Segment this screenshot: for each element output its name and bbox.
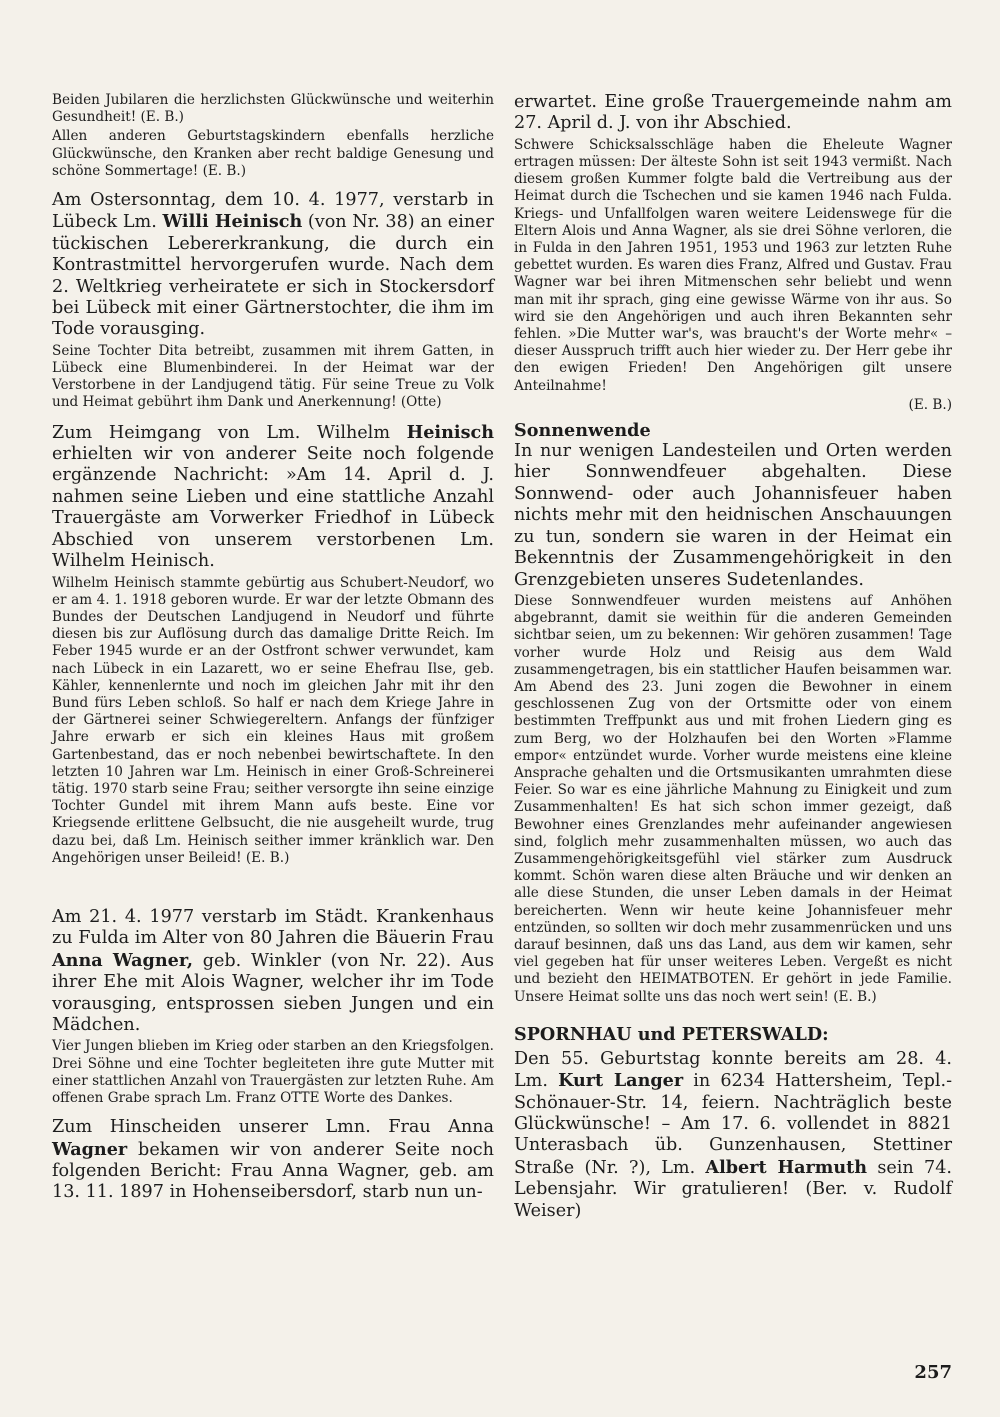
left-column <box>52 92 494 1204</box>
obituary-willi-heinisch-body: Seine Tochter Dita betreibt, zusammen mit ihrem Gatten, in Lübeck eine Blumenbinderei. In der Heimat war der Verstorbene in der Landjugend tätig. Für seine Treue zu Volk und Heimat gebührt ihm Dank und Anerkennung! (Otte) <box>52 342 494 411</box>
lead-text: Zum Heimgang von Lm. Wilhelm <box>52 422 407 443</box>
obituary-wilhelm-heinisch-lead <box>52 422 494 573</box>
report-anna-wagner-body: Schwere Schicksalsschläge haben die Eheleute Wagner ertragen müssen: Der älteste Sohn ist seit 1943 vermißt. Nach diesem großen Kummer folgte bald die Vertreibung aus der Heimat durch die Tschechen und sie kamen 1946 nach Fulda. Kriegs- und Unfallfolgen waren weitere Leidenswege für die Eltern Alois und Anna Wagner, als sie drei Söhne verloren, die in Fulda in den Jahren 1951, 1953 und 1963 zur letzten Ruhe gebettet wurden. Es waren dies Franz, Alfred und Gustav. Frau Wagner war bei ihren Mitmenschen sehr beliebt und wenn man mit ihr sprach, ging eine gewisse Wärme von ihr aus. So wird sie den Angehörigen und auch ihren Bekannten sehr fehlen. »Die Mutter war's, was braucht's der Worte mehr« – dieser Ausspruch trifft auch hier wieder zu. Der Herr gebe ihr den ewigen Frieden! Den Angehörigen gilt unsere Anteilnahme! <box>514 136 952 394</box>
report-anna-wagner-continued: erwartet. Eine große Trauergemeinde nahm am 27. April d. J. von ihr Abschied. <box>514 92 952 134</box>
sonnenwende-lead: In nur wenigen Landesteilen und Orten werden hier Sonnwendfeuer abgehalten. Diese Sonnwend- oder auch Johannisfeuer haben nichts mehr mit den heidnischen Anschauungen zu tun, sondern sie waren in der Heimat ein Bekenntnis der Zusammengehörigkeit in den Grenzgebieten unseres Sudetenlandes. <box>514 441 952 590</box>
person-name: Heinisch <box>406 421 494 443</box>
lead-text: Am 21. 4. 1977 verstarb im Städt. Krankenhaus zu Fulda im Alter von 80 Jahren die Bäuerin Frau <box>52 906 494 949</box>
lead-text: erhielten wir von anderer Seite noch folgende ergänzende Nachricht: »Am 14. April d. J. nahmen seine Lieben und eine stattliche Anzahl Trauergäste am Vorwerker Friedhof in Lübeck Abschied von unserem verstorbenen Lm. Wilhelm Heinisch. <box>52 444 494 572</box>
person-name: Willi Heinisch <box>162 211 303 233</box>
person-name: Albert Harmuth <box>705 1156 868 1178</box>
report-anna-wagner-lead <box>52 1117 494 1204</box>
spornhau-birthdays <box>514 1049 952 1222</box>
person-name: Kurt Langer <box>558 1070 684 1092</box>
obituary-anna-wagner-lead <box>52 907 494 1036</box>
birthday-text: in 6234 Hattersheim, Tepl.-Schönauer-Str. 14, feiern. Nachträglich beste Glückwünsche! – Am 17. 6. vollendet in 8821 Unterasbach üb. Gunzenhausen, Stettiner Straße (Nr. ?), Lm. <box>514 1071 953 1178</box>
jubilee-wishes: Beiden Jubilaren die herzlichsten Glückwünsche und weiterhin Gesundheit! (E. B.) <box>52 92 494 126</box>
obituary-wilhelm-heinisch-body: Wilhelm Heinisch stammte gebürtig aus Schubert-Neudorf, wo er am 4. 1. 1918 geboren wurde. Er war der letzte Obmann des Bundes der Deutschen Landjugend in Neudorf und führte diesen bis zur Auflösung durch das damalige Dritte Reich. Im Feber 1945 wurde er an der Ostfront schwer verwundet, kam nach Lübeck in ein Lazarett, wo er seine Ehefrau Ilse, geb. Kähler, kennenlernte und noch im gleichen Jahr mit ihr den Bund fürs Leben schloß. So half er nach dem Kriege Jahre in der Gärtnerei seiner Schwiegereltern. Anfangs der fünfziger Jahre erwarb er sich ein kleines Haus mit großem Gartenbestand, das er noch nebenbei bewirtschaftete. In den letzten 10 Jahren war Lm. Heinisch in einer Groß-Schreinerei tätig. 1970 starb seine Frau; seither versorgte ihn seine einzige Tochter Gundel mit ihrem Mann aufs beste. Eine vor Kriegsende erlittene Gelbsucht, die nie ausgeheilt wurde, trug dazu bei, daß Lm. Heinisch seither immer kränklich war. Den Angehörigen unser Beileid! (E. B.) <box>52 574 494 866</box>
obituary-anna-wagner-body: Vier Jungen blieben im Krieg oder starben an den Kriegsfolgen. Drei Söhne und eine Tochter begleiteten ihre gute Mutter mit einer stattlichen Anzahl von Trauergästen zur letzten Ruhe. Am offenen Grabe sprach Lm. Franz OTTE Worte des Dankes. <box>52 1038 494 1107</box>
lead-text: bekamen wir von anderer Seite noch folgenden Bericht: Frau Anna Wagner, geb. am 13. 11. 1897 in Hohenseibersdorf, starb nun un- <box>52 1139 494 1203</box>
person-name: Anna Wagner, <box>52 949 193 971</box>
lead-text: (von Nr. 38) an einer tückischen Lebererkrankung, die durch ein Kontrastmittel hervorgerufen wurde. Nach dem 2. Weltkrieg verheiratete er sich in Stockersdorf bei Lübeck mit einer Gärtnerstochter, die ihm im Tode vorausging. <box>52 212 494 340</box>
sonnenwende-body: Diese Sonnwendfeuer wurden meistens auf Anhöhen abgebrannt, damit sie weithin für die anderen Gemeinden sichtbar seien, um zu bekennen: Wir gehören zusammen! Tage vorher wurde Holz und Reisig aus dem Wald zusammengetragen, bis ein stattlicher Haufen beisammen war. Am Abend des 23. Juni zogen die Bewohner in einem geschlossenen Zug von der Ortsmitte oder von einem bestimmten Treffpunkt aus und mit frohen Liedern ging es zum Berg, wo der Holzhaufen bei den Worten »Flamme empor« entzündet wurde. Vorher wurde meistens eine kleine Ansprache gehalten und die Ortsmusikanten umrahmten diese Feier. So war es eine jährliche Mahnung zu Einigkeit und zum Zusammenhalten! Es hat sich schon immer gezeigt, daß Bewohner eines Grenzlandes mehr aufeinander angewiesen sind, folglich mehr zusammenhalten müssen, wo auch das Zusammengehörigkeitsgefühl viel stärker zum Ausdruck kommt. Schön waren diese alten Bräuche und wir denken an alle diese Stunden, die unser Leben damals in der Heimat bereicherten. Wenn wir heute keine Johannisfeuer mehr entzünden, so sollten wir doch mehr zusammenrücken und uns darauf besinnen, daß uns das Land, aus dem wir kamen, sehr viel gegeben hat für unser weiteres Leben. Vergeßt es nicht und bezieht den HEIMATBOTEN. Er gehört in jede Familie. Unsere Heimat sollte uns das noch wert sein! (E. B.) <box>514 592 952 1005</box>
lead-text: Am Ostersonntag, dem 10. 4. 1977, verstarb in Lübeck Lm. <box>52 190 494 233</box>
birthday-text: Den 55. Geburtstag konnte bereits am 28. 4. Lm. <box>514 1048 952 1092</box>
person-name: Wagner <box>52 1138 128 1160</box>
obituary-willi-heinisch-lead <box>52 190 494 341</box>
right-column <box>514 92 952 1222</box>
section-heading-spornhau-peterswald: SPORNHAU und PETERSWALD: <box>514 1023 829 1045</box>
signature: (E. B.) <box>908 396 952 413</box>
section-heading-sonnenwende: Sonnenwende <box>514 420 651 442</box>
birthday-wishes: Allen anderen Geburtstagskindern ebenfalls herzliche Glückwünsche, den Kranken aber recht baldige Genesung und schöne Sommertage! (E. B.) <box>52 128 494 179</box>
lead-text: geb. Winkler (von Nr. 22). Aus ihrer Ehe mit Alois Wagner, welcher ihr im Tode vorausging, entsprossen sieben Jungen und ein Mädchen. <box>52 950 495 1035</box>
birthday-text: sein 74. Lebensjahr. Wir gratulieren! (Ber. v. Rudolf Weiser) <box>514 1157 952 1221</box>
lead-text: Zum Hinscheiden unserer Lmn. Frau Anna <box>52 1117 494 1138</box>
page-number: 257 <box>914 1362 952 1383</box>
